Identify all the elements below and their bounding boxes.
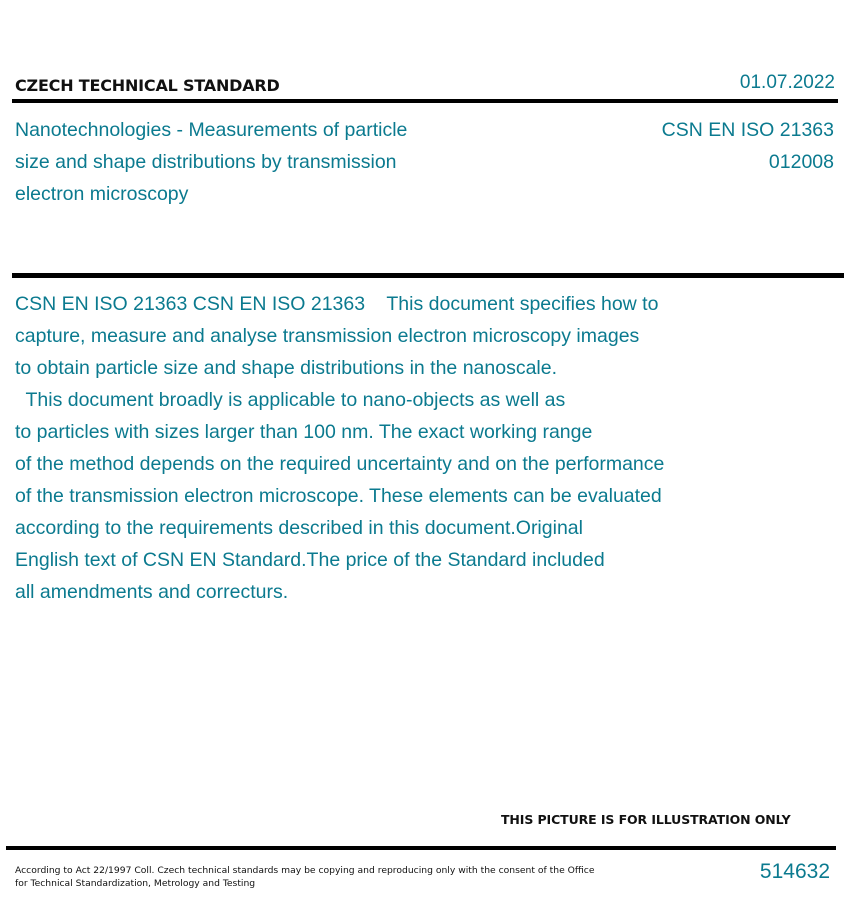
catalog-number: 514632: [759, 860, 830, 883]
standard-identifier: [662, 114, 834, 178]
abstract-line: according to the requirements described in this document.Original: [15, 517, 583, 539]
abstract-line: capture, measure and analyse transmission electron microscopy images: [15, 325, 640, 347]
illustration-disclaimer: THIS PICTURE IS FOR ILLUSTRATION ONLY: [501, 812, 791, 827]
standard-title-line: Nanotechnologies - Measurements of particle: [15, 119, 408, 141]
section-divider: [12, 273, 844, 278]
document-type-label: CZECH TECHNICAL STANDARD: [15, 76, 280, 95]
abstract-line: all amendments and correcturs.: [15, 581, 289, 603]
publication-date: 01.07.2022: [739, 72, 835, 93]
standard-designation: CSN EN ISO 21363: [661, 119, 834, 141]
abstract-line: to particles with sizes larger than 100 nm. The exact working range: [15, 421, 593, 443]
abstract-line: This document broadly is applicable to nano-objects as well as: [15, 389, 566, 411]
classification-code: 012008: [768, 151, 834, 173]
standard-title-line: size and shape distributions by transmission: [15, 151, 397, 173]
legal-notice: [15, 864, 615, 890]
standard-title: [15, 114, 485, 210]
abstract-line: CSN EN ISO 21363 CSN EN ISO 21363 This document specifies how to: [15, 293, 659, 315]
abstract-line: to obtain particle size and shape distributions in the nanoscale.: [15, 357, 558, 379]
header-divider: [12, 99, 838, 103]
standard-abstract: [15, 288, 775, 608]
footer-divider: [6, 846, 836, 850]
abstract-line: of the method depends on the required uncertainty and on the performance: [15, 453, 665, 475]
abstract-line: English text of CSN EN Standard.The price of the Standard included: [15, 549, 605, 571]
legal-notice-line: According to Act 22/1997 Coll. Czech technical standards may be copying and reproducing only with the consent of the Office: [15, 865, 595, 876]
abstract-line: of the transmission electron microscope. These elements can be evaluated: [15, 485, 662, 507]
standard-title-line: electron microscopy: [15, 183, 189, 205]
legal-notice-line: for Technical Standardization, Metrology and Testing: [15, 878, 256, 889]
